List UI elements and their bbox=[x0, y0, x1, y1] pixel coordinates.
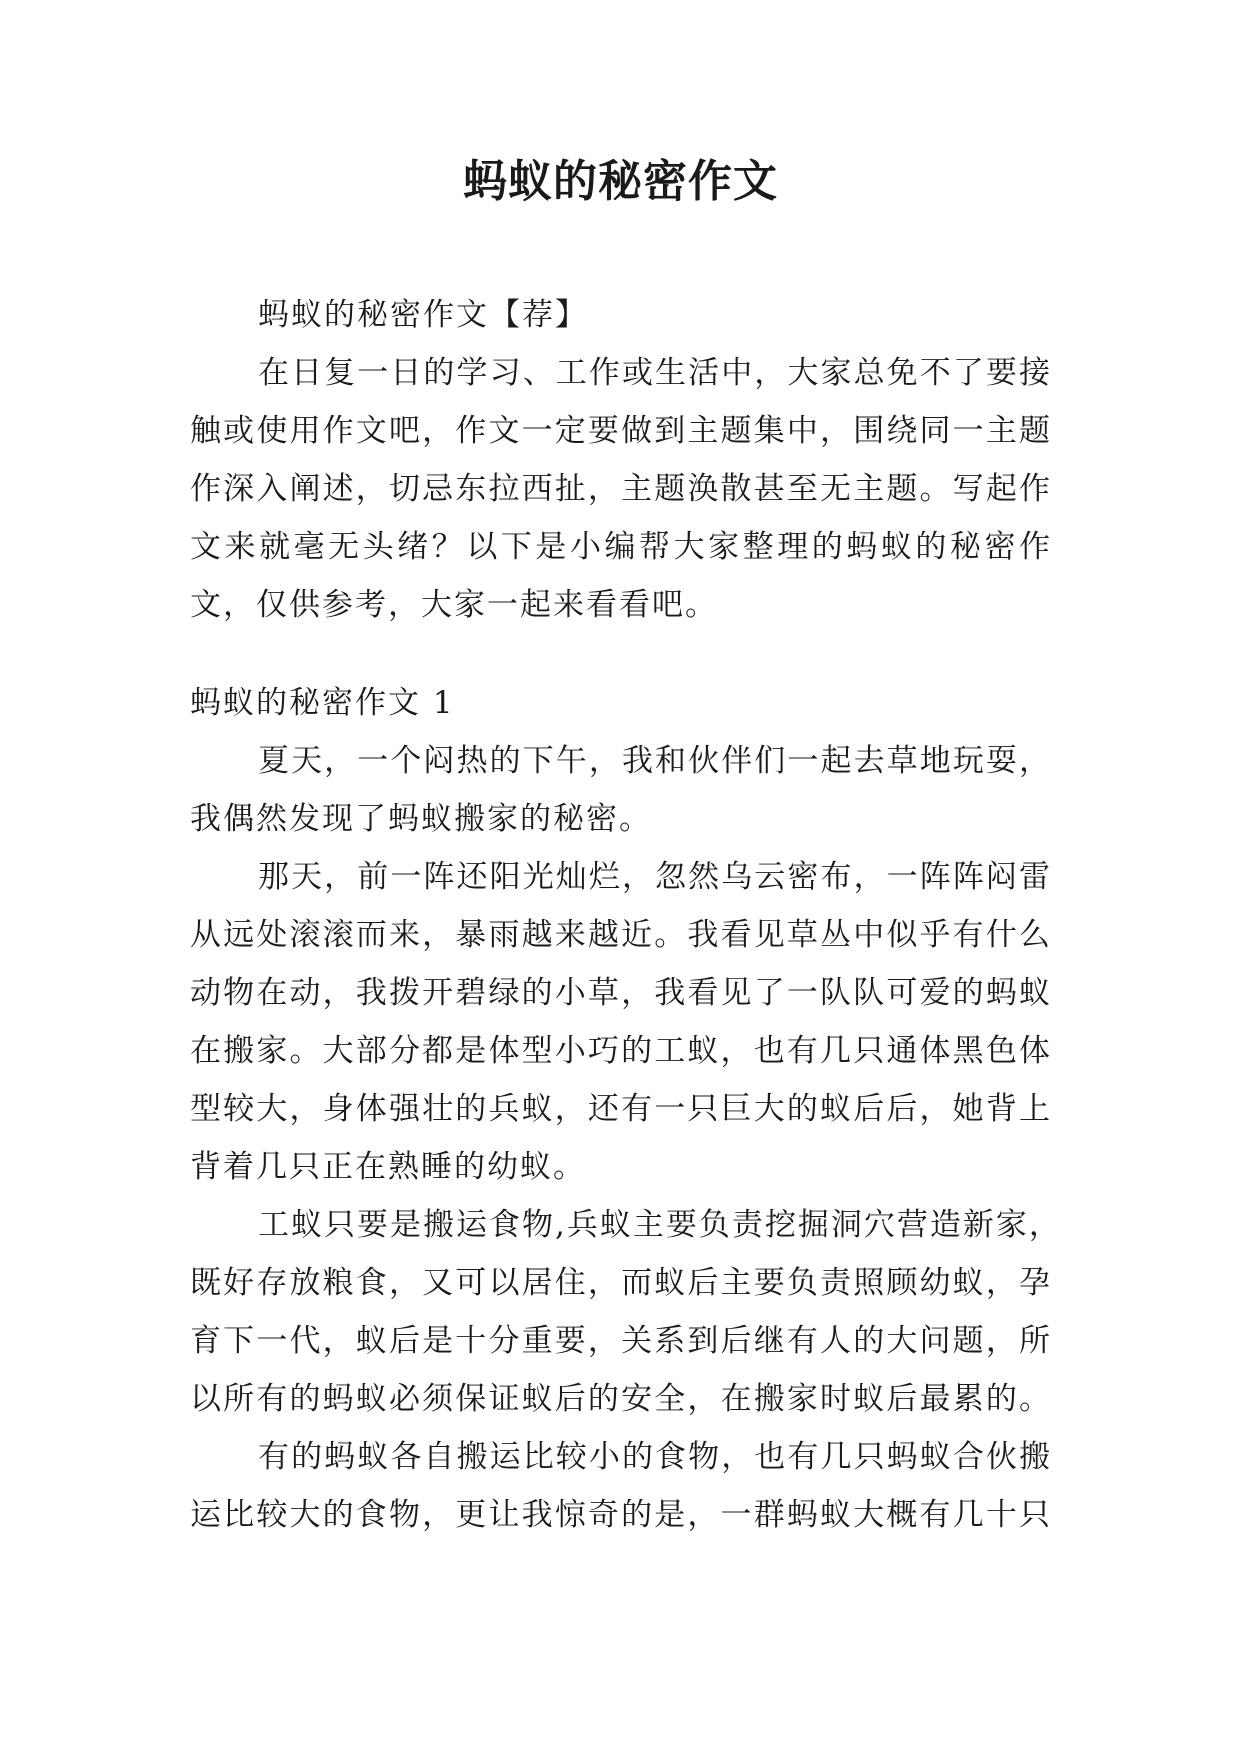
text-line: 在日复一日的学习、工作或生活中，大家总免不了要接 bbox=[258, 355, 1052, 391]
text-line: 在搬家。大部分都是体型小巧的工蚁，也有几只通体黑色体 bbox=[190, 1033, 1052, 1069]
text-line: 既好存放粮食，又可以居住，而蚁后主要负责照顾幼蚁，孕 bbox=[190, 1265, 1052, 1301]
document-body bbox=[190, 286, 1062, 1544]
text-line: 背着几只正在熟睡的幼蚁。 bbox=[190, 1149, 586, 1185]
paragraph bbox=[190, 286, 1052, 344]
text-line: 从远处滚滚而来，暴雨越来越近。我看见草丛中似乎有什么 bbox=[190, 917, 1052, 953]
text-line: 有的蚂蚁各自搬运比较小的食物，也有几只蚂蚁合伙搬 bbox=[258, 1439, 1052, 1475]
document-title: 蚂蚁的秘密作文 bbox=[463, 156, 778, 207]
text-line: 我偶然发现了蚂蚁搬家的秘密。 bbox=[190, 801, 652, 837]
text-line: 蚂蚁的秘密作文【荐】 bbox=[258, 297, 588, 333]
paragraph bbox=[190, 848, 1052, 1196]
text-line: 文来就毫无头绪？以下是小编帮大家整理的蚂蚁的秘密作 bbox=[190, 529, 1052, 565]
paragraph bbox=[190, 344, 1052, 634]
text-line: 运比较大的食物，更让我惊奇的是，一群蚂蚁大概有几十只 bbox=[190, 1497, 1052, 1533]
paragraph bbox=[190, 674, 1052, 732]
text-line: 育下一代，蚁后是十分重要，关系到后继有人的大问题，所 bbox=[190, 1323, 1052, 1359]
text-line: 动物在动，我拨开碧绿的小草，我看见了一队队可爱的蚂蚁 bbox=[190, 975, 1052, 1011]
text-line: 那天，前一阵还阳光灿烂，忽然乌云密布，一阵阵闷雷 bbox=[258, 859, 1052, 895]
section-spacer bbox=[190, 634, 1052, 674]
text-line: 文，仅供参考，大家一起来看看吧。 bbox=[190, 587, 718, 623]
text-line: 作深入阐述，切忌东拉西扯，主题涣散甚至无主题。写起作 bbox=[190, 471, 1052, 507]
text-line: 夏天，一个闷热的下午，我和伙伴们一起去草地玩耍， bbox=[258, 743, 1052, 779]
paragraph bbox=[190, 1428, 1052, 1544]
text-line: 触或使用作文吧，作文一定要做到主题集中，围绕同一主题 bbox=[190, 413, 1052, 449]
text-line: 蚂蚁的秘密作文 1 bbox=[190, 685, 455, 721]
text-line: 型较大，身体强壮的兵蚁，还有一只巨大的蚁后后，她背上 bbox=[190, 1091, 1052, 1127]
paragraph bbox=[190, 732, 1052, 848]
paragraph bbox=[190, 1196, 1062, 1428]
text-line: 工蚁只要是搬运食物,兵蚁主要负责挖掘洞穴营造新家， bbox=[258, 1207, 1062, 1243]
text-line: 以所有的蚂蚁必须保证蚁后的安全，在搬家时蚁后最累的。 bbox=[190, 1381, 1052, 1417]
